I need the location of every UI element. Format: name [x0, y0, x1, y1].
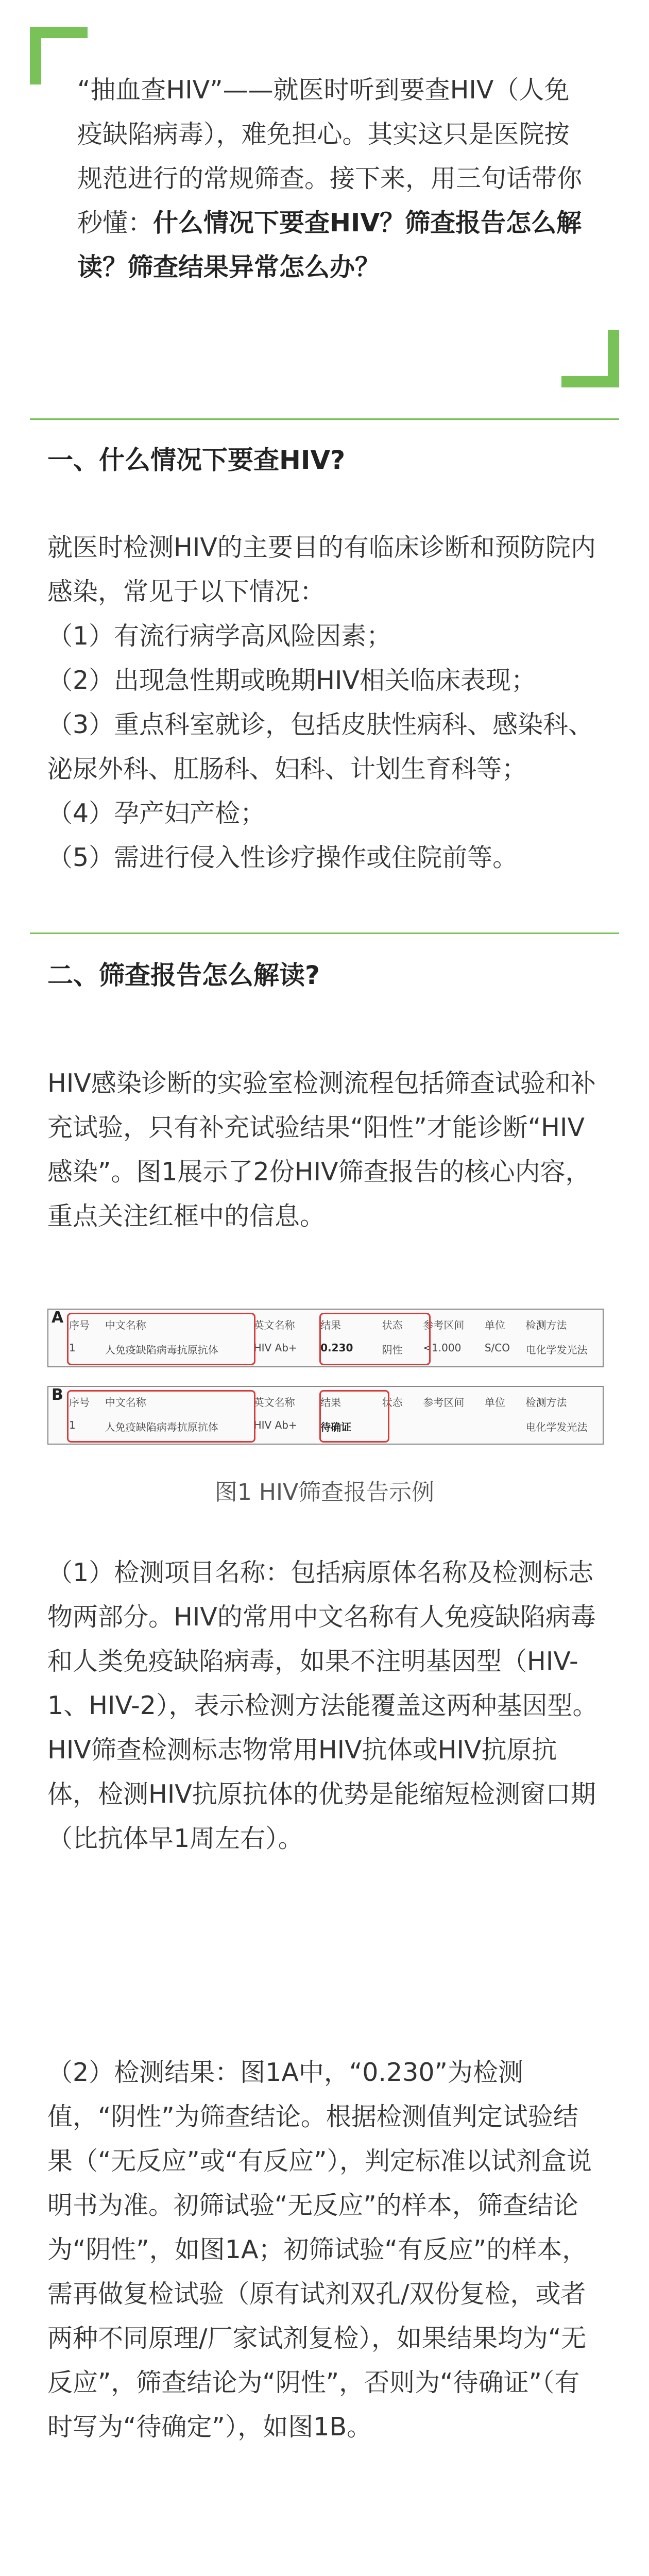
data-cell: 电化学发光法 [525, 1421, 588, 1433]
header-cell: 序号 [69, 1396, 90, 1409]
data-cell: 1 [69, 1419, 76, 1431]
report-figure [47, 1309, 602, 1463]
data-cell: 1 [69, 1342, 76, 1354]
data-cell-result: 0.230 [320, 1342, 353, 1354]
data-cell: <1.000 [423, 1342, 462, 1354]
report-panel-a [47, 1309, 604, 1367]
header-cell: 状态 [382, 1319, 403, 1331]
intro-text [77, 68, 592, 290]
data-cell: HIV Ab+ [253, 1342, 297, 1354]
data-cell: 人免疫缺陷病毒抗原抗体 [105, 1421, 218, 1433]
highlight-box-result-a [319, 1313, 431, 1365]
section1-item-3: （3）重点科室就诊，包括皮肤性病科、感染科、泌尿外科、肛肠科、妇科、计划生育科等； [47, 710, 594, 784]
highlight-box-result-b [319, 1390, 389, 1443]
section-divider-2 [30, 933, 619, 934]
panel-b-label: B [52, 1386, 63, 1404]
header-cell: 检测方法 [525, 1319, 567, 1331]
header-cell: 参考区间 [423, 1319, 465, 1331]
section1-body [47, 526, 602, 880]
header-cell: 序号 [69, 1319, 90, 1331]
figure-caption: 图1 HIV筛查报告示例 [214, 1479, 435, 1505]
intro-box [30, 27, 619, 387]
data-cell [485, 1419, 526, 1434]
header-cell: 英文名称 [253, 1396, 295, 1409]
data-cell: HIV Ab+ [253, 1419, 297, 1431]
header-cell: 检测方法 [525, 1396, 567, 1409]
section1-item-5: （5）需进行侵入性诊疗操作或住院前等。 [47, 843, 518, 872]
section1-item-1: （1）有流行病学高风险因素； [47, 621, 392, 651]
section2-title: 二、筛查报告怎么解读? [47, 960, 320, 990]
data-cell [423, 1419, 485, 1434]
highlight-box-item-a [67, 1313, 255, 1365]
report-panel-b [47, 1386, 604, 1445]
section1-lead: 就医时检测HIV的主要目的有临床诊断和预防院内感染，常见于以下情况： [47, 533, 596, 606]
header-cell: 参考区间 [423, 1396, 465, 1409]
highlight-box-item-b [67, 1390, 255, 1443]
header-cell: 英文名称 [253, 1319, 295, 1331]
section1-item-4: （4）孕产妇产检； [47, 799, 266, 828]
header-cell: 单位 [484, 1396, 505, 1409]
section1-title: 一、什么情况下要查HIV? [47, 445, 346, 475]
section-divider-1 [30, 418, 619, 420]
data-cell: 电化学发光法 [525, 1344, 588, 1356]
section2-paragraph-2: （2）检测结果：图1A中，“0.230”为检测值，“阴性”为筛查结论。根据检测值判定试验结果（“无反应”或“有反应”），判定标准以试剂盒说明书为准。初筛试验“无反应”的样本，筛查结论为“阴性”，如图1A；初筛试验“有反应”的样本，需再做复检试验（原有试剂双孔/双份复检，或者两种不同原理/厂家试剂复检），如果结果均为“无反应”，筛查结论为“阴性”，否则为“待确证”（有时写为“待确定”），如图1B。 [47, 2058, 592, 2442]
panel-a-label: A [52, 1309, 64, 1327]
intro-bold-questions: 什么情况下要查HIV？筛查报告怎么解读？筛查结果异常怎么办？ [77, 208, 582, 282]
data-cell: S/CO [484, 1342, 510, 1354]
section2-paragraph-1: （1）检测项目名称：包括病原体名称及检测标志物两部分。HIV的常用中文名称有人免疫缺陷病毒和人类免疫缺陷病毒，如果不注明基因型（HIV-1、HIV-2），表示检测方法能覆盖这两种基因型。HIV筛查检测标志物常用HIV抗体或HIV抗原抗体，检测HIV抗原抗体的优势是能缩短检测窗口期（比抗体早1周左右）。 [47, 1558, 598, 1853]
data-cell: 人免疫缺陷病毒抗原抗体 [105, 1344, 218, 1356]
section2-intro: HIV感染诊断的实验室检测流程包括筛查试验和补充试验，只有补充试验结果“阳性”才能诊断“HIV感染”。图1展示了2份HIV筛查报告的核心内容，重点关注红框中的信息。 [47, 1069, 596, 1231]
data-cell-result: 待确证 [320, 1421, 352, 1433]
section1-item-2: （2）出现急性期或晚期HIV相关临床表现； [47, 666, 536, 695]
corner-bracket-bottom-right [561, 330, 619, 387]
header-cell: 单位 [484, 1319, 505, 1331]
header-cell: 结果 [320, 1319, 341, 1331]
header-cell: 中文名称 [105, 1319, 146, 1331]
header-cell: 状态 [382, 1396, 403, 1409]
data-cell-status: 阴性 [382, 1344, 403, 1356]
intro-plain: “抽血查HIV”——就医时听到要查HIV（人免疫缺陷病毒），难免担心。其实这只是医院按规范进行的常规筛查。接下来，用三句话带你秒懂： [77, 75, 583, 238]
header-cell: 中文名称 [105, 1396, 146, 1409]
header-cell: 结果 [320, 1396, 341, 1409]
